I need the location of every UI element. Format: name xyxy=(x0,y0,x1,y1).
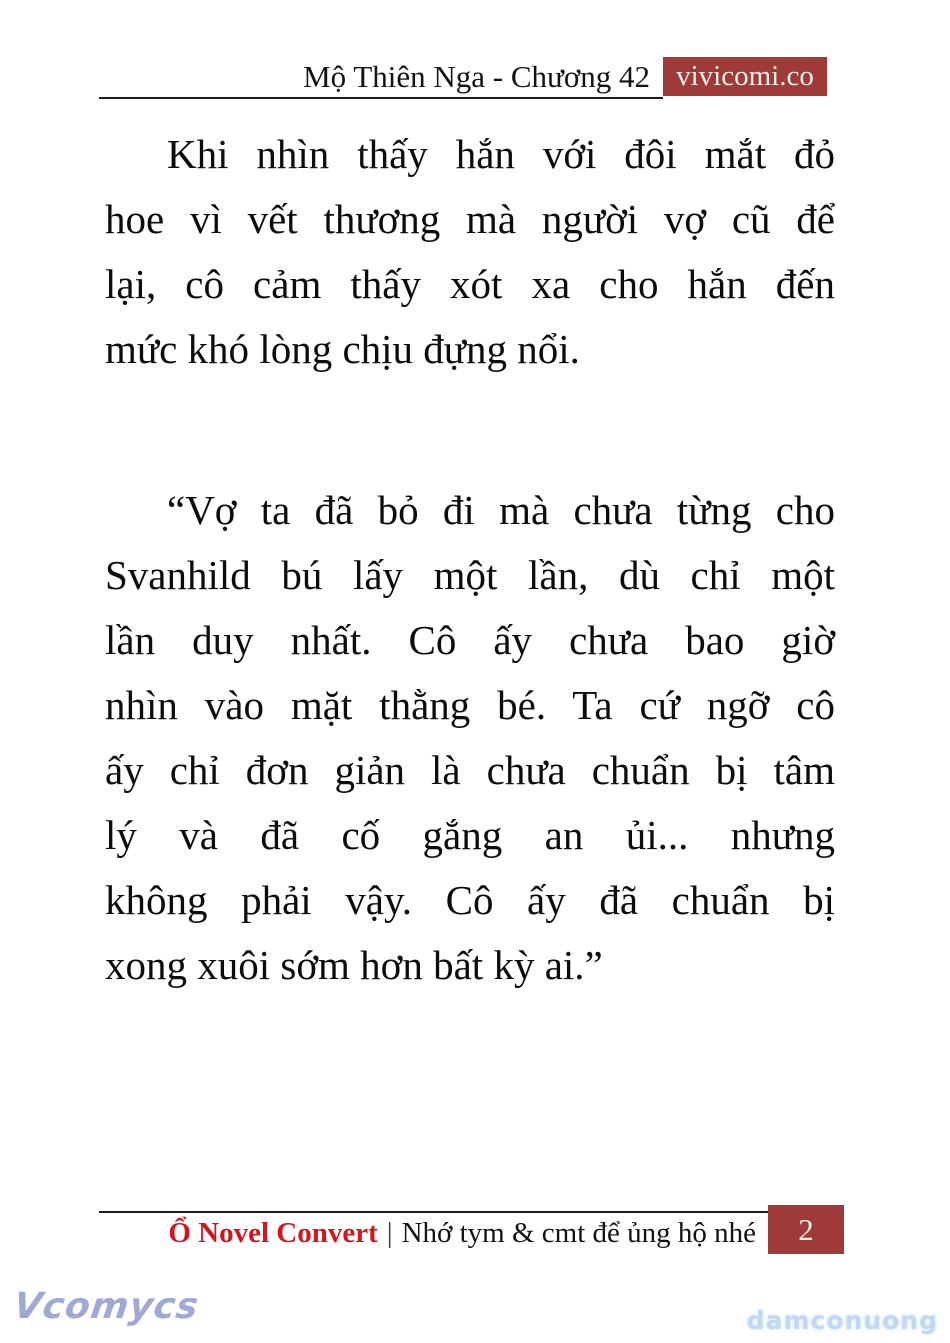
text-line: lại, cô cảm thấy xót xa cho hắn đến xyxy=(105,261,835,307)
vcomycs-watermark: Vcomycs xyxy=(11,1286,202,1327)
body-paragraphs xyxy=(105,122,835,998)
text-line: nhìn vào mặt thằng bé. Ta cứ ngỡ cô xyxy=(105,682,835,728)
text-line: Khi nhìn thấy hắn với đôi mắt đỏ xyxy=(167,131,835,177)
footer-text xyxy=(168,1209,768,1250)
text-line: hoe vì vết thương mà người vợ cũ để xyxy=(105,196,835,242)
text-line: lý và đã cố gắng an ủi... nhưng xyxy=(105,812,835,858)
text-line: lần duy nhất. Cô ấy chưa bao giờ xyxy=(105,617,835,663)
site-badge: vivicomi.co xyxy=(663,57,827,96)
text-line: Svanhild bú lấy một lần, dù chỉ một xyxy=(105,552,835,598)
text-line: mức khó lòng chịu đựng nổi. xyxy=(105,326,580,372)
page-footer xyxy=(100,1205,844,1254)
text-line: ấy chỉ đơn giản là chưa chuẩn bị tâm xyxy=(105,747,835,793)
paragraph xyxy=(105,122,835,382)
page-header xyxy=(100,57,827,96)
damconuong-watermark: damconuong xyxy=(746,1306,938,1335)
text-line: xong xuôi sớm hơn bất kỳ ai.” xyxy=(105,942,603,988)
chapter-title: Mộ Thiên Nga - Chương 42 xyxy=(303,59,650,94)
paragraph xyxy=(105,478,835,998)
converter-brand: Ổ Novel Convert xyxy=(168,1217,378,1249)
text-line: “Vợ ta đã bỏ đi mà chưa từng cho xyxy=(167,487,835,533)
footer-separator: | xyxy=(386,1217,393,1249)
page-number-badge: 2 xyxy=(768,1205,844,1254)
text-line: không phải vậy. Cô ấy đã chuẩn bị xyxy=(105,877,835,923)
footer-note: Nhớ tym & cmt để ủng hộ nhé xyxy=(401,1217,756,1249)
header-divider xyxy=(99,97,663,99)
